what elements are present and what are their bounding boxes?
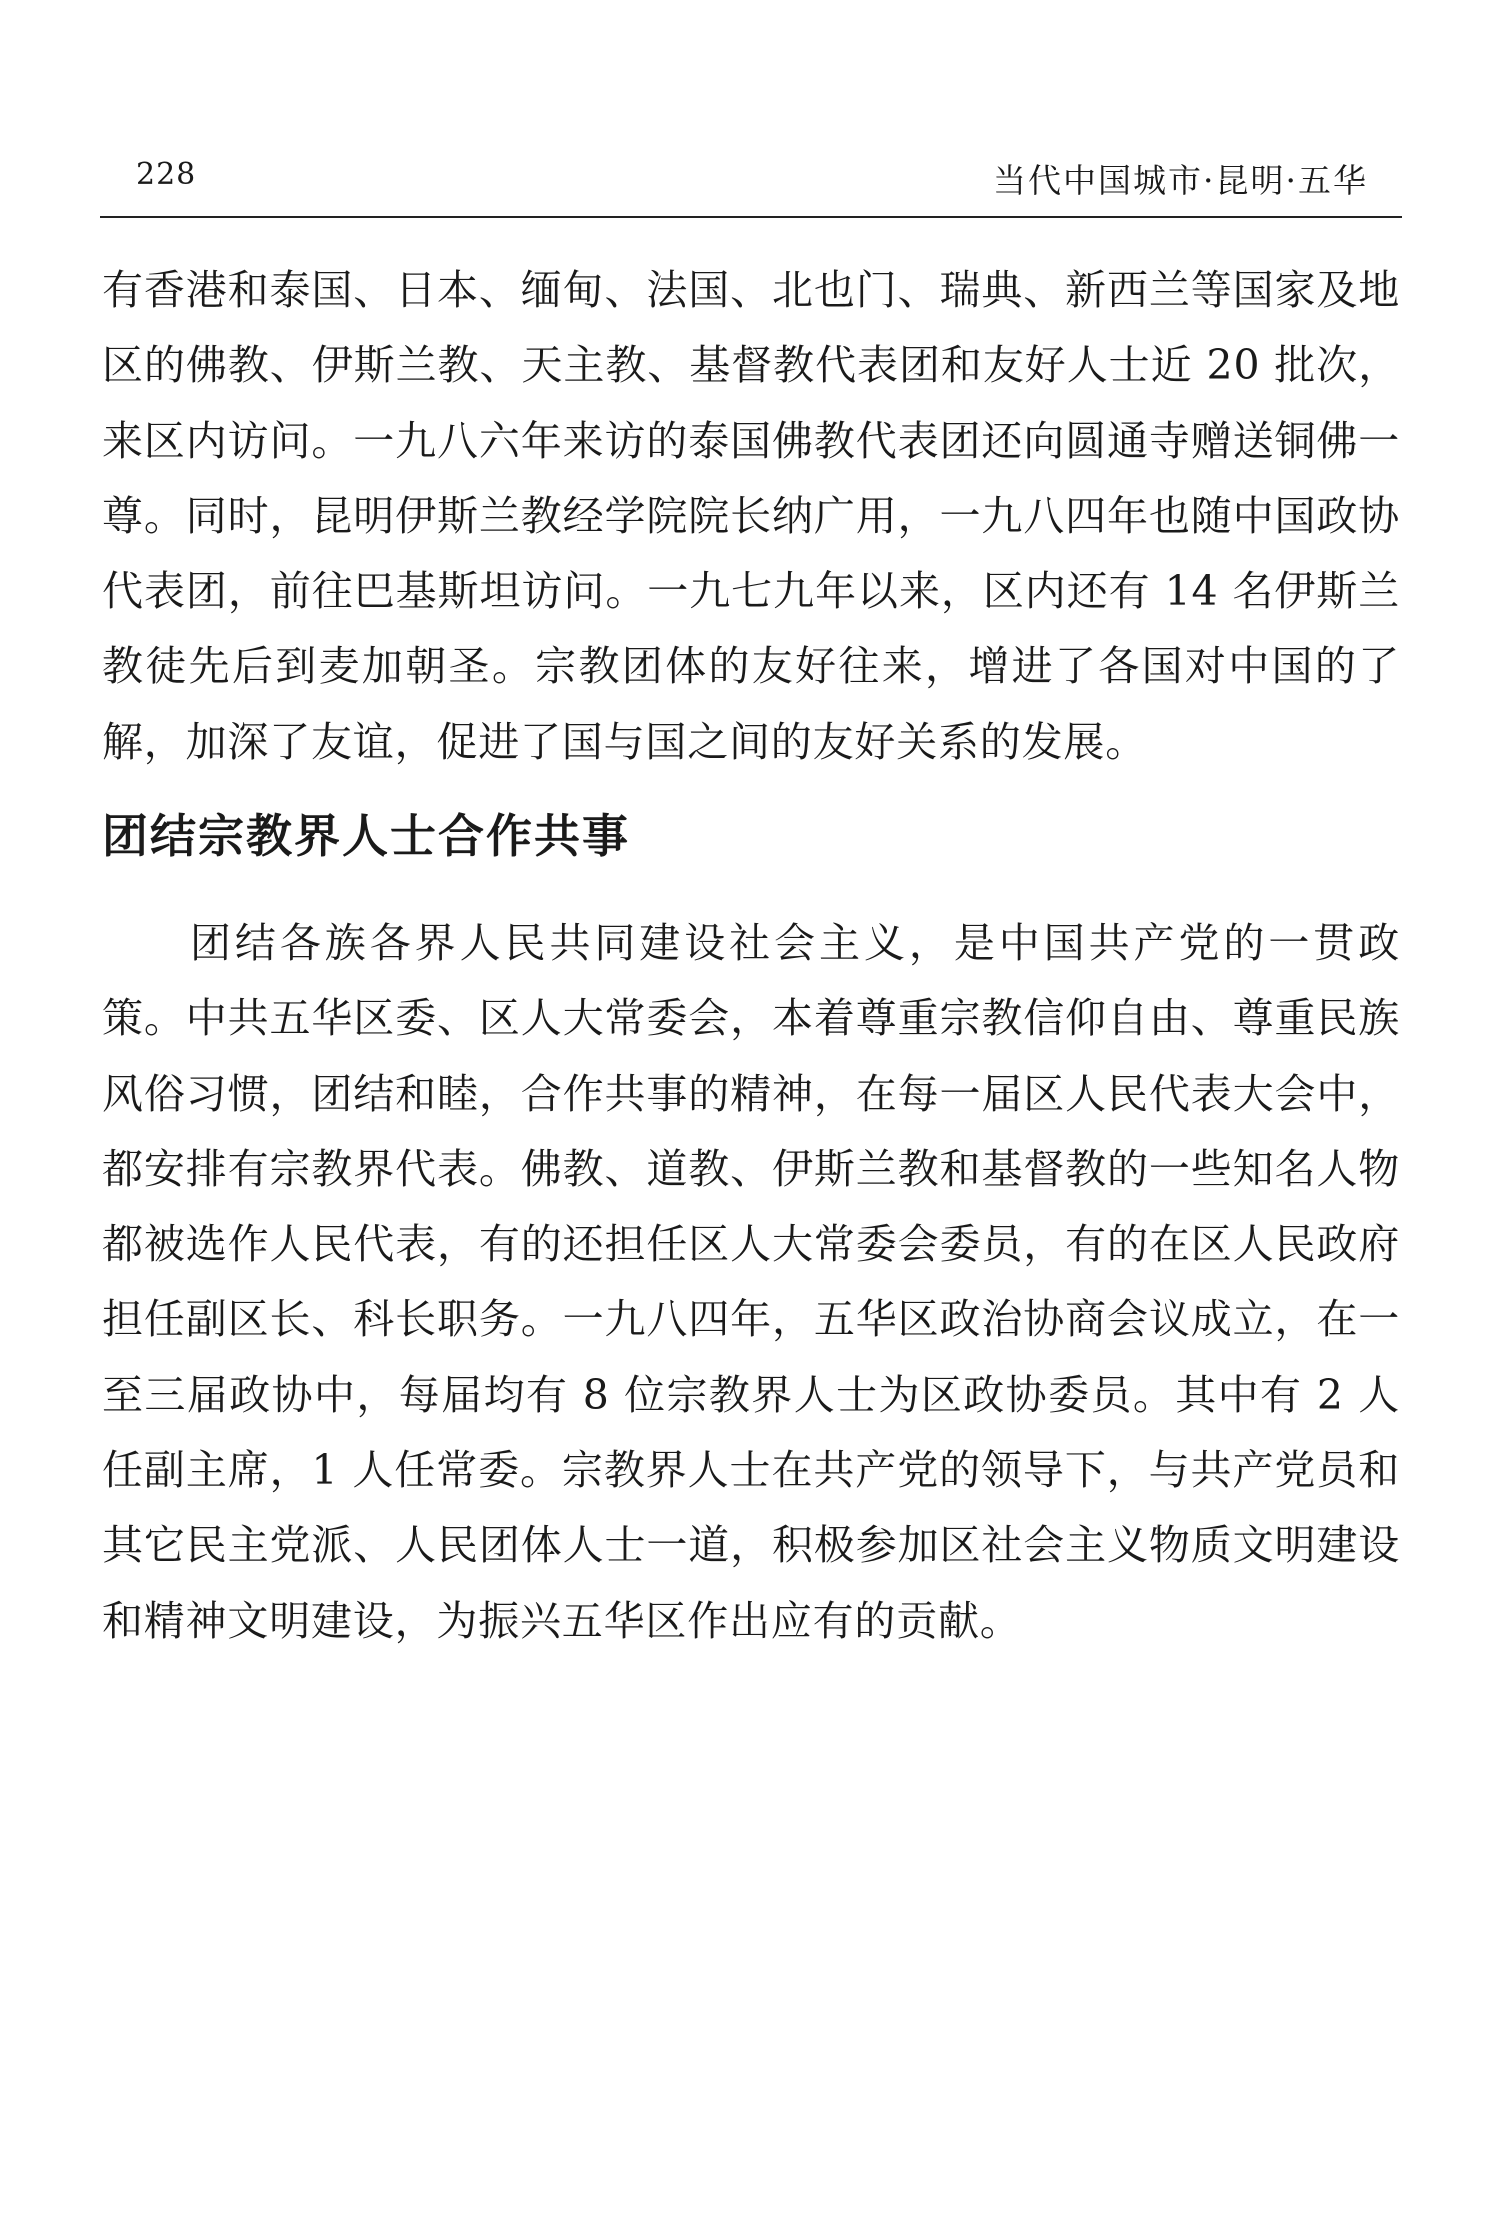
page-number: 228 [136, 157, 197, 192]
page-header [100, 145, 1402, 215]
section-heading: 团结宗教界人士合作共事 [102, 809, 630, 863]
header-rule [100, 216, 1402, 218]
body-paragraph-1: 有香港和泰国、日本、缅甸、法国、北也门、瑞典、新西兰等国家及地区的佛教、伊斯兰教、天主教、基督教代表团和友好人士近 20 批次，来区内访问。一九八六年来访的泰国佛教代表团还向圆通寺赠送铜佛一尊。同时，昆明伊斯兰教经学院院长纳广用，一九八四年也随中国政协代表团，前往巴基斯坦访问。一九七九年以来，区内还有 14 名伊斯兰教徒先后到麦加朝圣。宗教团体的友好往来，增进了各国对中国的了解，加深了友谊，促进了国与国之间的友好关系的发展。 [102, 266, 1400, 766]
body-paragraph-2: 团结各族各界人民共同建设社会主义，是中国共产党的一贯政策。中共五华区委、区人大常委会，本着尊重宗教信仰自由、尊重民族风俗习惯，团结和睦，合作共事的精神，在每一届区人民代表大会中，都安排有宗教界代表。佛教、道教、伊斯兰教和基督教的一些知名人物都被选作人民代表，有的还担任区人大常委会委员，有的在区人民政府担任副区长、科长职务。一九八四年，五华区政治协商会议成立，在一至三届政协中，每届均有 8 位宗教界人士为区政协委员。其中有 2 人任副主席，1 人任常委。宗教界人士在共产党的领导下，与共产党员和其它民主党派、人民团体人士一道，积极参加区社会主义物质文明建设和精神文明建设，为振兴五华区作出应有的贡献。 [102, 919, 1400, 1645]
running-title: 当代中国城市·昆明·五华 [993, 161, 1368, 200]
